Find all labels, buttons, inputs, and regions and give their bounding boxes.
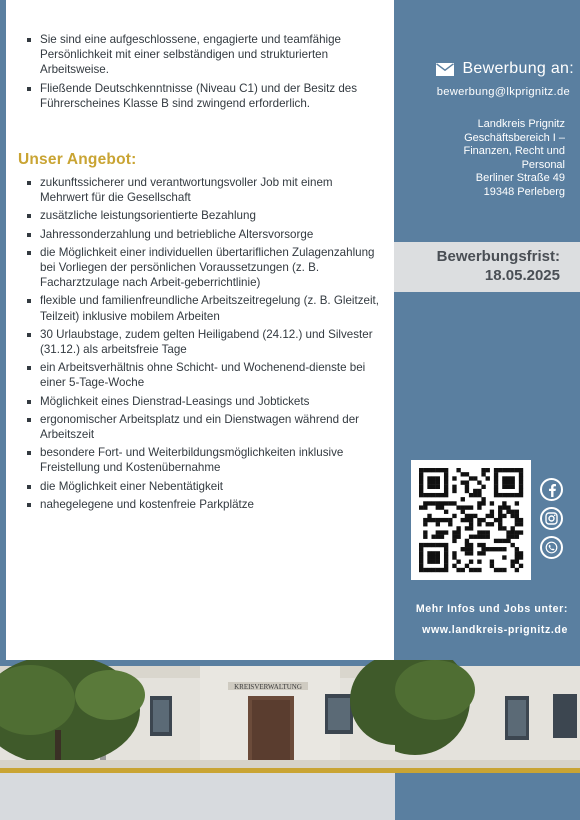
offer-list <box>22 175 382 515</box>
address-line: Geschäftsbereich I – <box>464 131 565 144</box>
application-heading <box>404 60 574 78</box>
qr-code-graphic <box>411 460 531 580</box>
website-link[interactable]: www.landkreis-prignitz.de <box>422 624 568 636</box>
list-item: die Möglichkeit einer Nebentätigkeit <box>22 479 382 494</box>
instagram-icon[interactable] <box>540 507 563 530</box>
application-heading-text: Bewerbung an: <box>462 60 574 77</box>
list-item: besondere Fort- und Weiterbildungsmöglichkeiten inklusive Freistellung und Kostenübernahme <box>22 445 382 475</box>
list-item: ergonomischer Arbeitsplatz und ein Dienstwagen während der Arbeitszeit <box>22 412 382 442</box>
list-item: Möglichkeit eines Dienstrad-Leasings und Jobtickets <box>22 394 382 409</box>
deadline-box <box>394 242 580 292</box>
postal-address <box>420 118 565 199</box>
address-line: Personal <box>521 158 565 171</box>
deadline-label: Bewerbungsfrist: <box>436 248 560 265</box>
offer-title: Unser Angebot: <box>18 151 137 168</box>
building-photo-right <box>395 660 580 820</box>
list-item: die Möglichkeit einer individuellen übertariflichen Zulagenzahlung bei Vorliegen der persönlichen Voraussetzungen (z. B. Facharztzulage nach Arbeit-geberrichtlinie) <box>22 245 382 291</box>
building-sign: KREISVERWALTUNG <box>234 683 302 691</box>
address-line: Finanzen, Recht und <box>463 145 565 157</box>
list-item: flexible und familienfreundliche Arbeitszeitregelung (z. B. Gleitzeit, Teilzeit) inklusive mobilem Arbeiten <box>22 293 382 323</box>
more-info-text: Mehr Infos und Jobs unter: <box>415 603 568 615</box>
mail-icon <box>436 63 454 76</box>
facebook-icon[interactable] <box>540 478 563 501</box>
footer-strip <box>0 773 395 820</box>
address-line: Berliner Straße 49 <box>475 172 565 184</box>
list-item: 30 Urlaubstage, zudem gelten Heiligabend (24.12.) und Silvester (31.12.) als arbeitsfreie Tage <box>22 327 382 357</box>
deadline-date: 18.05.2025 <box>484 267 560 284</box>
list-item: ein Arbeitsverhältnis ohne Schicht- und Wochenend-dienste bei einer 5-Tage-Woche <box>22 360 382 390</box>
requirements-list <box>22 32 382 114</box>
list-item: zukunftssicherer und verantwortungsvoller Job mit einem Mehrwert für die Gesellschaft <box>22 175 382 205</box>
list-item: zusätzliche leistungsorientierte Bezahlung <box>22 208 382 223</box>
list-item: Fließende Deutschkenntnisse (Niveau C1) und der Besitz des Führerscheines Klasse B sind zwingend erforderlich. <box>22 81 382 111</box>
email-link[interactable]: bewerbung@lkprignitz.de <box>436 86 570 98</box>
qr-code[interactable] <box>411 460 531 580</box>
list-item: Jahressonderzahlung und betriebliche Altersvorsorge <box>22 227 382 242</box>
list-item: Sie sind eine aufgeschlossene, engagierte und teamfähige Persönlichkeit mit einer selbständigen und strukturierten Arbeitsweise. <box>22 32 382 78</box>
list-item: nahegelegene und kostenfreie Parkplätze <box>22 497 382 512</box>
address-line: Landkreis Prignitz <box>477 118 565 130</box>
whatsapp-icon[interactable] <box>540 536 563 559</box>
address-line: 19348 Perleberg <box>483 185 565 198</box>
social-links <box>540 478 567 565</box>
